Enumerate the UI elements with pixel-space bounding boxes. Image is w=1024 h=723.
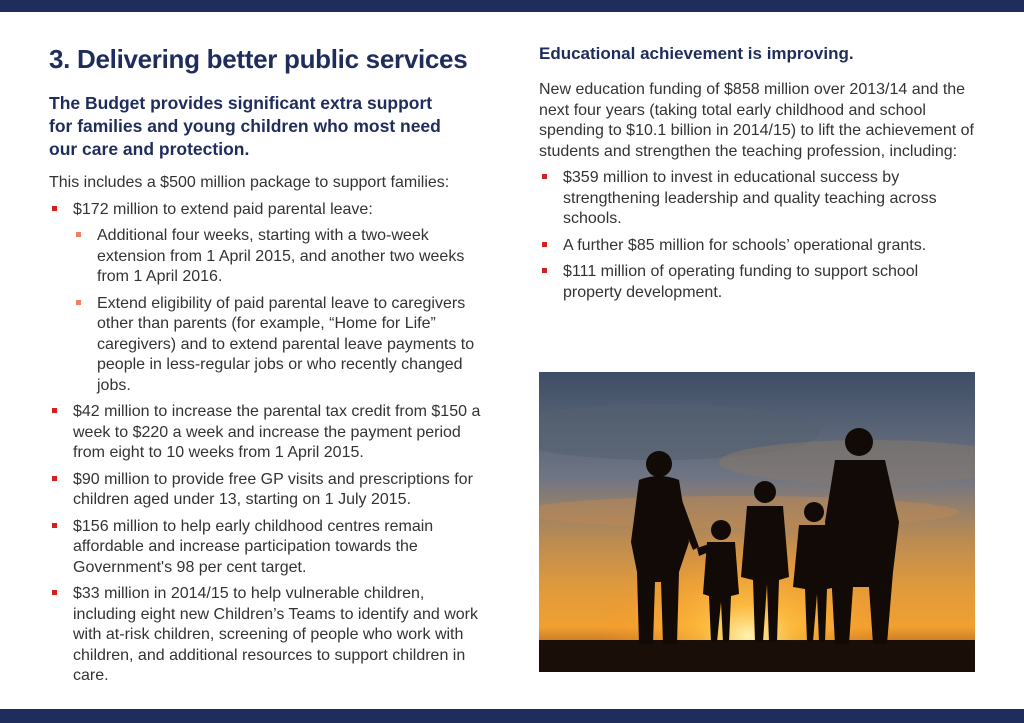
education-paragraph: New education funding of $858 million over 2013/14 and the next four years (taking total early childhood and school spending to $10.1 billion in 2014/15) to lift the achievement of students and strengthen the teaching profession, including: (539, 81, 974, 160)
bullet-text: Additional four weeks, starting with a two-week extension from 1 April 2015, and another two weeks from 1 April 2016. (97, 227, 465, 285)
bullet-text: A further $85 million for schools’ operational grants. (563, 236, 927, 254)
page-title: 3. Delivering better public services (49, 44, 468, 74)
intro-text: This includes a $500 million package to support families: (49, 174, 450, 191)
bullet-square-icon (542, 268, 547, 273)
bullet-text: $90 million to provide free GP visits and prescriptions for children aged under 13, starting on 1 July 2015. (73, 470, 473, 508)
left-bullet-list (49, 200, 489, 687)
sub-bullet-item (49, 294, 489, 397)
bullet-item (49, 584, 489, 687)
bullet-item (539, 262, 975, 303)
bullet-square-icon (542, 174, 547, 179)
bullet-text: $111 million of operating funding to support school property development. (563, 263, 919, 301)
bullet-text: $156 million to help early childhood centres remain affordable and increase participation towards the Government's 98 per cent target. (73, 517, 434, 576)
sub-bullet-item (49, 226, 489, 288)
sub-bullet-square-icon (76, 300, 81, 305)
right-bullet-list (539, 168, 975, 303)
bullet-square-icon (52, 206, 57, 211)
bullet-item (49, 200, 489, 221)
bullet-item (539, 168, 975, 230)
bullet-square-icon (52, 476, 57, 481)
top-banner-bar (0, 0, 1024, 12)
bullet-item (539, 236, 975, 257)
right-heading: Educational achievement is improving. (539, 44, 854, 63)
sub-bullet-square-icon (76, 232, 81, 237)
bullet-square-icon (542, 242, 547, 247)
bullet-text: Extend eligibility of paid parental leave to caregivers other than parents (for example, “Home for Life” caregivers) and to extend parental leave payments to people in less-regular jobs or who recently changed jobs. (97, 294, 475, 394)
bullet-square-icon (52, 590, 57, 595)
bullet-item (49, 470, 489, 511)
bullet-text: $172 million to extend paid parental leave: (73, 200, 373, 218)
bottom-banner-bar (0, 709, 1024, 723)
right-column (539, 42, 975, 303)
left-column (49, 42, 489, 687)
bullet-item (49, 517, 489, 579)
bullet-item (49, 402, 489, 464)
bullet-square-icon (52, 523, 57, 528)
bullet-text: $359 million to invest in educational success by strengthening leadership and quality teaching across schools. (563, 169, 937, 227)
bullet-square-icon (52, 408, 57, 413)
family-sunset-photo (539, 372, 975, 672)
bullet-text: $42 million to increase the parental tax credit from $150 a week to $220 a week and increase the payment period from eight to 10 weeks from 1 April 2015. (73, 403, 481, 461)
subheading: The Budget provides significant extra support for families and young children who most need our care and protection. (49, 93, 441, 159)
bullet-text: $33 million in 2014/15 to help vulnerable children, including eight new Children’s Teams to identify and work with at-risk children, screening of people who work with children, and additional resources to support children in care. (73, 585, 478, 684)
